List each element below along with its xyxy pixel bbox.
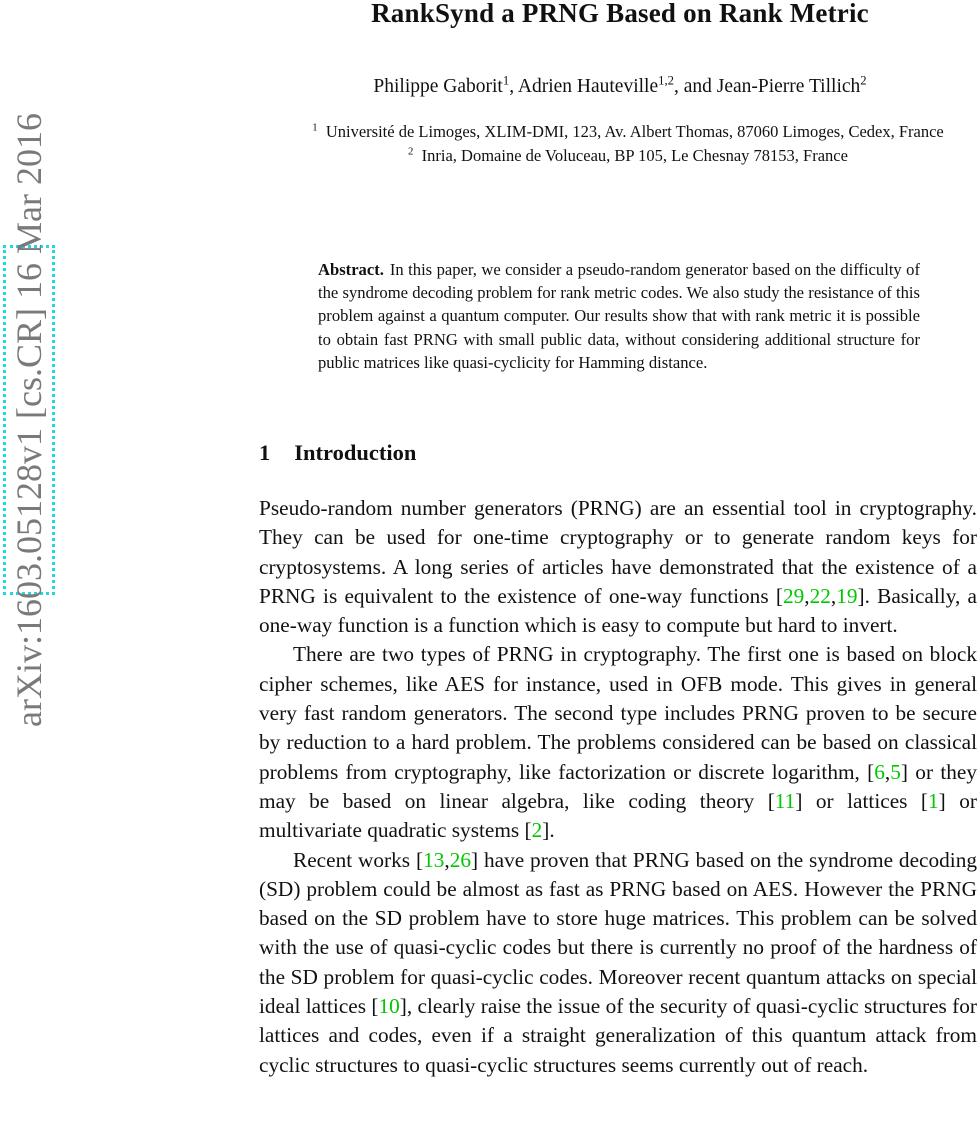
paragraph-text: ] or they may be based on linear algebra, like coding theory [: [259, 759, 978, 813]
citation-link[interactable]: 5: [890, 759, 901, 784]
author: Adrien Hauteville: [517, 76, 659, 97]
arxiv-identifier-stamp: [3, 113, 55, 727]
paragraph: [259, 640, 977, 845]
citation-link[interactable]: 29: [782, 583, 805, 608]
citation-link[interactable]: 19: [836, 583, 858, 608]
paragraph-text: There are two types of PRNG in cryptography. The first one is based on block cipher schemes, like AES for instance, used in OFB mode. This gives in general very fast random generators. The second type includes PRNG proven to be secure by reduction to a hard problem. The problems considered can be based on classical problems from cryptography, like factorization or discrete logarithm, [: [259, 642, 977, 784]
paragraph-text: ,: [830, 583, 837, 608]
citation-link[interactable]: 1: [928, 788, 939, 813]
citation-link[interactable]: 11: [774, 788, 796, 813]
paragraph-text: ,: [804, 583, 810, 608]
arxiv-id: arXiv:1603.05128v1 [cs.CR] 16 Mar 2016: [9, 113, 49, 727]
author-affiliation-mark: 1,2: [658, 73, 674, 88]
paragraph-text: ] have proven that PRNG based on the syndrome decoding (SD) problem could be almost as fast as PRNG based on AES. However the PRNG based on the SD problem have to store huge matrices. This problem can be solved with the use of quasi-cyclic codes but there is currently no proof of the hardness of the SD problem for quasi-cyclic codes. Moreover recent quantum attacks on special ideal lattices [: [259, 847, 977, 1019]
paragraph-text: Recent works [: [293, 847, 424, 872]
author-affiliation-mark: 1: [502, 73, 510, 88]
citation-link[interactable]: 2: [531, 818, 543, 843]
body-text: [259, 494, 977, 1080]
section-title: Introduction: [294, 440, 417, 465]
paper-title: RankSynd a PRNG Based on Rank Metric: [371, 0, 869, 28]
abstract: [318, 258, 920, 374]
paragraph-text: ]. Basically, a one-way function is a function which is easy to compute but hard to invert.: [259, 583, 977, 638]
author-affiliation-mark: 2: [860, 73, 867, 88]
paragraph-text: ], clearly raise the issue of the security of quasi-cyclic structures for lattices and codes, even if a straight generalization of this quantum attack from cyclic structures to quasi-cyclic structures seems currently out of reach.: [259, 994, 977, 1077]
affiliation-mark: 1: [312, 121, 318, 134]
affiliation-mark: 2: [408, 145, 414, 158]
affiliations: [278, 120, 978, 168]
section-number: 1: [259, 440, 271, 465]
author: Jean-Pierre Tillich: [716, 76, 861, 97]
citation-link[interactable]: 10: [378, 994, 400, 1019]
citation-link[interactable]: 6: [874, 759, 885, 784]
paragraph-text: ] or lattices [: [795, 788, 929, 813]
paragraph: [259, 846, 977, 1080]
paragraph-text: Pseudo-random number generators (PRNG) are an essential tool in cryptography. They can be used for one-time cryptography or to generate random keys for cryptosystems. A long series of articles have demonstrated that the existence of a PRNG is equivalent to the existence of one-way functions [: [259, 496, 977, 608]
affiliation-text: Université de Limoges, XLIM-DMI, 123, Av. Albert Thomas, 87060 Limoges, Cedex, France: [325, 122, 944, 141]
affiliation: [278, 144, 978, 168]
section-heading: [259, 440, 416, 466]
citation-link[interactable]: 13: [423, 847, 445, 872]
abstract-label: Abstract.: [318, 260, 384, 279]
paragraph-text: ,: [884, 759, 891, 784]
author: Philippe Gaborit: [373, 76, 503, 97]
paragraph-text: ].: [542, 818, 555, 843]
author-list: [240, 73, 979, 98]
paragraph: [259, 494, 977, 640]
author-separator: ,: [509, 76, 518, 97]
paragraph-text: ] or multivariate quadratic systems [: [259, 788, 977, 843]
affiliation-text: Inria, Domaine de Voluceau, BP 105, Le Chesnay 78153, France: [421, 146, 848, 165]
citation-link[interactable]: 26: [449, 847, 471, 872]
affiliation: [278, 120, 978, 144]
author-separator: , and: [673, 76, 717, 97]
citation-link[interactable]: 22: [809, 583, 831, 608]
paragraph-text: ,: [444, 847, 450, 872]
abstract-text: In this paper, we consider a pseudo-random generator based on the difficulty of the syndrome decoding problem for rank metric codes. We also study the resistance of this problem against a quantum computer. Our results show that with rank metric it is possible to obtain fast PRNG with small public data, without considering additional structure for public matrices like quasi-cyclicity for Hamming distance.: [318, 260, 920, 372]
